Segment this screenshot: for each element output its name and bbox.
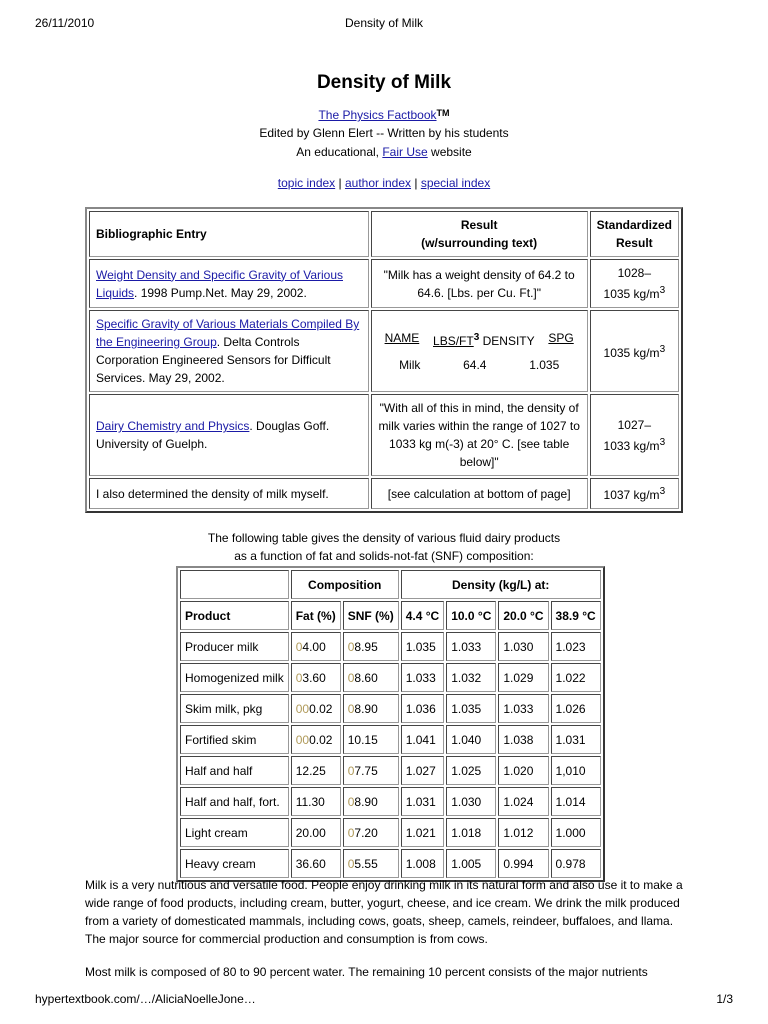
source-link[interactable]: Specific Gravity of Various Materials Compiled By the Engineering Group — [96, 317, 360, 349]
column-header: 38.9 °C — [551, 601, 601, 630]
column-header: 20.0 °C — [498, 601, 548, 630]
inner-v-name: Milk — [399, 357, 421, 372]
entry-text: . Delta Controls Corporation Engineered Sensors for Difficult Services. May 29, 2002. — [96, 335, 331, 385]
footer-url: hypertextbook.com/…/AliciaNoelleJone… — [35, 992, 256, 1006]
bibliography-header-row — [89, 211, 679, 257]
result-cell: [see calculation at bottom of page] — [371, 478, 588, 509]
product-cell: Half and half — [180, 756, 289, 785]
entry-cell: I also determined the density of milk myself. — [89, 478, 369, 509]
std-value-b: 1033 $kg/m^3$ — [603, 436, 666, 453]
column-header: 10.0 °C — [446, 601, 496, 630]
density-cell: 1.025 — [446, 756, 496, 785]
author-index-link[interactable]: author index — [344, 176, 412, 190]
product-cell: Producer milk — [180, 632, 289, 661]
print-header — [0, 16, 768, 34]
density-cell: 1.041 — [401, 725, 444, 754]
density-cell: 1.022 — [551, 663, 601, 692]
std-value-a: 1028– — [617, 266, 651, 280]
density-cell: 1.024 — [498, 787, 548, 816]
fat-cell: 12.25 — [291, 756, 341, 785]
entry-header: Bibliographic Entry — [89, 211, 369, 257]
factbook-line — [0, 108, 768, 122]
fat-cell: 000.02 — [291, 694, 341, 723]
entry-text: . Douglas Goff. University of Guelph. — [96, 419, 330, 451]
density-cell: 1.005 — [446, 849, 496, 878]
result-header — [371, 211, 588, 257]
density-cell: 1.018 — [446, 818, 496, 847]
fat-cell: 04.00 — [291, 632, 341, 661]
empty-header-cell — [180, 570, 289, 599]
educational-suffix: website — [427, 145, 472, 159]
fat-cell: 11.30 — [291, 787, 341, 816]
group-header-row — [180, 570, 601, 599]
snf-cell: 05.55 — [343, 849, 399, 878]
column-header: Product — [180, 601, 289, 630]
table-caption — [0, 529, 768, 565]
density-cell: 0.978 — [551, 849, 601, 878]
source-link[interactable]: Weight Density and Specific Gravity of Various Liquids — [96, 267, 343, 300]
table-row — [180, 725, 601, 754]
table-row — [180, 787, 601, 816]
print-title: Density of Milk — [344, 16, 424, 30]
educational-prefix: An educational, — [296, 145, 383, 159]
nav-separator: | — [335, 176, 345, 190]
edited-by: Edited by Glenn Elert -- Written by his students — [259, 126, 509, 140]
inner-v-spg: 1.035 — [529, 357, 560, 372]
entry-cell — [89, 259, 369, 308]
snf-cell: 08.90 — [343, 694, 399, 723]
density-cell: 1.027 — [401, 756, 444, 785]
density-cell: 1.014 — [551, 787, 601, 816]
snf-cell: 07.20 — [343, 818, 399, 847]
table-row — [180, 756, 601, 785]
source-link[interactable]: Dairy Chemistry and Physics — [96, 419, 250, 433]
std-value-b: 1035 $kg/m^3$ — [603, 343, 666, 360]
snf-cell: 07.75 — [343, 756, 399, 785]
body-paragraph: Milk is a very nutritious and versatile food. People enjoy drinking milk in its natural form and also use it to make a wide range of food products, including cream, butter, yogurt, cheese, and ice cream. We drink the milk produced from a variety of domesticated mammals, including cows, goats, sheep, camels, reindeer, buffaloes, and llama. The major source for commercial production and consumption is from cows. — [85, 878, 683, 946]
fair-use-link[interactable]: Fair Use — [382, 145, 428, 159]
density-cell: 1.020 — [498, 756, 548, 785]
page-title: Density of Milk — [316, 72, 452, 93]
column-header: 4.4 °C — [401, 601, 444, 630]
density-cell: 0.994 — [498, 849, 548, 878]
product-cell: Heavy cream — [180, 849, 289, 878]
product-cell: Homogenized milk — [180, 663, 289, 692]
density-cell: 1.031 — [551, 725, 601, 754]
fat-cell: 03.60 — [291, 663, 341, 692]
inner-header-row — [378, 329, 581, 350]
bibliography-table — [85, 207, 683, 513]
density-cell: 1.021 — [401, 818, 444, 847]
density-cell: 1.012 — [498, 818, 548, 847]
snf-cell: 08.90 — [343, 787, 399, 816]
table-row — [180, 663, 601, 692]
standardized-header-line1: Standardized — [596, 218, 672, 232]
result-header-line2: (w/surrounding text) — [421, 236, 538, 250]
snf-cell: 08.95 — [343, 632, 399, 661]
density-cell: 1.040 — [446, 725, 496, 754]
result-cell: "With all of this in mind, the density of milk varies within the range of 1027 to 1033 kg m(-3) at 20° C. [see table below]" — [371, 394, 588, 476]
snf-cell: 08.60 — [343, 663, 399, 692]
density-cell: 1.033 — [446, 632, 496, 661]
topic-index-link[interactable]: topic index — [277, 176, 336, 190]
density-cell: 1.029 — [498, 663, 548, 692]
column-header: SNF (%) — [343, 601, 399, 630]
entry-cell — [89, 310, 369, 392]
page-number: 1/3 — [716, 992, 733, 1006]
print-footer — [0, 992, 768, 1010]
standardized-cell — [590, 259, 679, 308]
density-cell: 1.032 — [446, 663, 496, 692]
bibliography-row — [89, 310, 679, 392]
standardized-cell — [590, 478, 679, 509]
density-cell: 1.026 — [551, 694, 601, 723]
entry-text: . 1998 Pump.Net. May 29, 2002. — [134, 285, 307, 300]
density-cell: 1.031 — [401, 787, 444, 816]
result-header-line1: Result — [460, 218, 498, 232]
density-cell: 1.030 — [498, 632, 548, 661]
product-cell: Light cream — [180, 818, 289, 847]
density-cell: 1.033 — [401, 663, 444, 692]
caption-line1: The following table gives the density of various fluid dairy products — [207, 531, 561, 545]
fat-cell: 20.00 — [291, 818, 341, 847]
product-cell: Fortified skim — [180, 725, 289, 754]
bibliography-row — [89, 394, 679, 476]
index-nav — [0, 176, 768, 190]
density-cell: 1.000 — [551, 818, 601, 847]
snf-cell: 10.15 — [343, 725, 399, 754]
column-header-row — [180, 601, 601, 630]
table-row — [180, 849, 601, 878]
density-cell: 1.035 — [446, 694, 496, 723]
dairy-density-table — [176, 566, 605, 882]
product-cell: Half and half, fort. — [180, 787, 289, 816]
entry-cell — [89, 394, 369, 476]
caption-line2: as a function of fat and solids-not-fat (SNF) composition: — [234, 549, 534, 563]
density-cell: 1.033 — [498, 694, 548, 723]
column-header: Fat (%) — [291, 601, 341, 630]
inner-h-name: NAME — [384, 330, 420, 345]
composition-header: Composition — [291, 570, 399, 599]
bibliography-row — [89, 478, 679, 509]
std-value-b: 1035 $kg/m^3$ — [603, 285, 666, 301]
density-header: Density (kg/L) at: — [401, 570, 601, 599]
special-index-link[interactable]: special index — [420, 176, 491, 190]
density-cell: 1,010 — [551, 756, 601, 785]
standardized-header — [590, 211, 679, 257]
table-row — [180, 694, 601, 723]
inner-value-row — [378, 356, 581, 374]
inner-v-lbs: 64.4 — [463, 357, 487, 372]
standardized-cell — [590, 394, 679, 476]
table-row — [180, 818, 601, 847]
product-cell: Skim milk, pkg — [180, 694, 289, 723]
bibliography-row — [89, 259, 679, 308]
fat-cell: 000.02 — [291, 725, 341, 754]
density-cell: 1.035 — [401, 632, 444, 661]
table-row — [180, 632, 601, 661]
physics-factbook-link[interactable]: The Physics Factbook — [318, 108, 437, 122]
standardized-header-line2: Result — [615, 236, 653, 250]
std-value-a: 1027– — [617, 417, 651, 432]
density-cell: 1.008 — [401, 849, 444, 878]
result-cell: "Milk has a weight density of 64.2 to 64.6. [Lbs. per Cu. Ft.]" — [371, 259, 588, 308]
density-cell: 1.023 — [551, 632, 601, 661]
body-paragraph: Most milk is composed of 80 to 90 percent water. The remaining 10 percent consists of the major nutrients — [85, 965, 648, 979]
density-cell: 1.030 — [446, 787, 496, 816]
educational-line — [0, 145, 768, 159]
nav-separator: | — [411, 176, 421, 190]
std-value-b: 1037 $kg/m^3$ — [603, 486, 666, 502]
density-cell: 1.036 — [401, 694, 444, 723]
inner-h-lbs: LBS/$FT^3$ DENSITY — [433, 331, 535, 348]
inner-h-spg: SPG — [548, 330, 574, 345]
fat-cell: 36.60 — [291, 849, 341, 878]
standardized-cell — [590, 310, 679, 392]
result-cell — [371, 310, 588, 392]
density-cell: 1.038 — [498, 725, 548, 754]
trademark: TM — [436, 108, 450, 118]
print-date: 26/11/2010 — [35, 16, 95, 30]
